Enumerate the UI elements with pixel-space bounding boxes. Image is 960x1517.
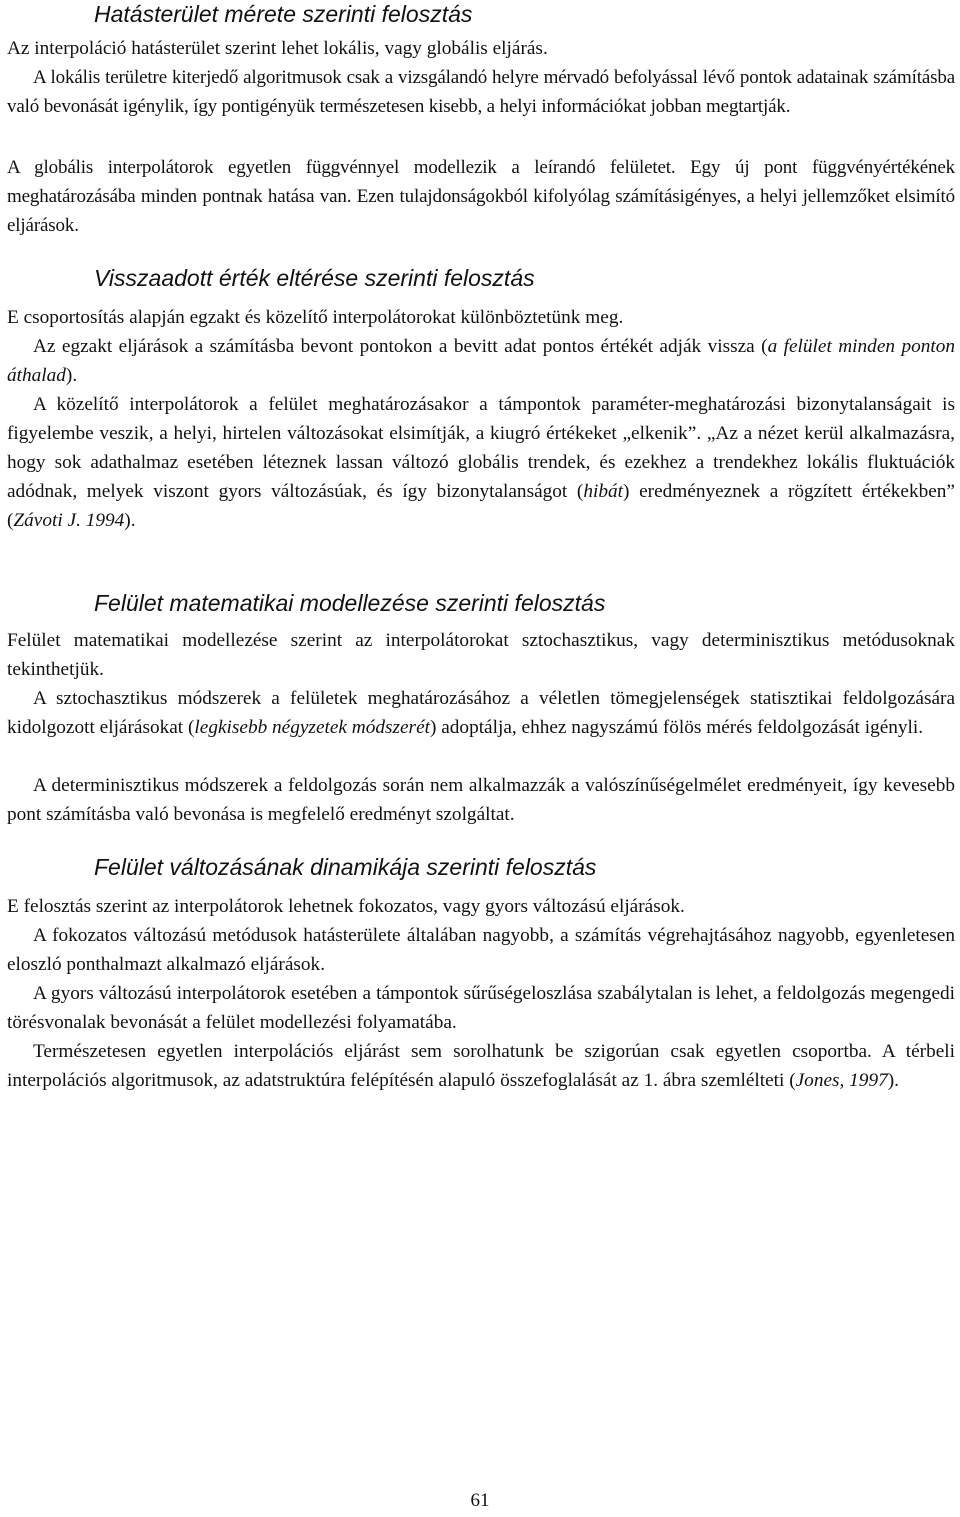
- section-heading-visszaadott-ertek: Visszaadott érték eltérése szerinti felosztás: [94, 265, 535, 291]
- text-run: A közelítő interpolátorok a felület meghatározásakor a támpontok paraméter-meghatározási bizonytalanságait is figyelembe veszik, a helyi, hirtelen változásokat elsimítják, a kiugró értékeket „elkenik”. „Az a nézet kerül alkalmazásra, hogy sok adathalmaz esetében léteznek lassan változó globális trendek, és ezekhez a trendekhez lokális fluktuációk adódnak, melyek viszont gyors változásúak, és így bizonytalanságot (: [7, 394, 955, 502]
- text-run: ).: [65, 365, 78, 386]
- text-run: ) eredményeznek a rögzített értékekben” (: [7, 481, 955, 531]
- paragraph: E csoportosítás alapján egzakt és közelítő interpolátorokat különböztetünk meg.: [7, 307, 624, 328]
- paragraph: A gyors változású interpolátorok esetében a támpontok sűrűségeloszlása szabálytalan is lehet, a feldolgozás megengedi törésvonalak bevonását a felület modellezési folyamatába.: [7, 983, 955, 1033]
- text-run: Az egzakt eljárások a számításba bevont pontokon a bevitt adat pontos értékét adják vissza (: [33, 336, 768, 357]
- paragraph: Felület matematikai modellezése szerint az interpolátorokat sztochasztikus, vagy determinisztikus metódusoknak tekinthetjük.: [7, 630, 955, 680]
- paragraph: A globális interpolátorok egyetlen függvénnyel modellezik a leírandó felületet. Egy új pont függvényértékének meghatározásába minden pontnak hatása van. Ezen tulajdonságokból kifolyólag számításigényes, a helyi jellemzőket elsimító eljárások.: [7, 157, 955, 236]
- paragraph: A fokozatos változású metódusok hatásterülete általában nagyobb, a számítás végrehajtásához nagyobb, egyenletesen eloszló ponthalmazt alkalmazó eljárások.: [7, 925, 955, 975]
- page-number: 61: [470, 1490, 490, 1511]
- text-run: Természetesen egyetlen interpolációs eljárást sem sorolhatunk be szigorúan csak egyetlen csoportba. A térbeli interpolációs algoritmusok, az adatstruktúra felépítésén alapuló összefoglalását az 1. ábra szemlélteti (: [7, 1041, 955, 1091]
- paragraph: E felosztás szerint az interpolátorok lehetnek fokozatos, vagy gyors változású eljárások.: [7, 896, 685, 917]
- citation: Závoti J. 1994: [13, 510, 125, 531]
- text-run: ).: [124, 510, 136, 531]
- paragraph: [7, 390, 955, 535]
- text-run: ) adoptálja, ehhez nagyszámú fölös mérés feldolgozását igényli.: [429, 717, 924, 738]
- text-run: A sztochasztikus módszerek a felületek meghatározásához a véletlen tömegjelenségek statisztikai feldolgozására kidolgozott eljárásokat (: [7, 688, 955, 738]
- italic-text: legkisebb négyzetek módszerét: [194, 717, 430, 738]
- italic-text: hibát: [583, 481, 623, 502]
- text-run: ).: [887, 1070, 899, 1091]
- paragraph: [7, 684, 955, 742]
- section-heading-valtozas-dinamikaja: Felület változásának dinamikája szerinti felosztás: [94, 854, 597, 880]
- paragraph: [7, 1037, 955, 1095]
- paragraph: Az interpoláció hatásterület szerint lehet lokális, vagy globális eljárás.: [7, 38, 548, 59]
- italic-text: a felület minden ponton áthalad: [7, 336, 956, 386]
- paragraph: A determinisztikus módszerek a feldolgozás során nem alkalmazzák a valószínűségelmélet eredményeit, így kevesebb pont számításba való bevonása is megfelelő eredményt szolgáltat.: [7, 775, 955, 825]
- section-heading-matematikai-modellezes: Felület matematikai modellezése szerinti felosztás: [94, 590, 606, 616]
- section-heading-hatasterulet: Hatásterület mérete szerinti felosztás: [94, 1, 473, 27]
- paragraph: A lokális területre kiterjedő algoritmusok csak a vizsgálandó helyre mérvadó befolyással lévő pontok adatainak számításba való bevonását igénylik, így pontigényük természetesen kisebb, a helyi információkat jobban megtartják.: [7, 67, 955, 117]
- paragraph: [7, 332, 955, 390]
- citation: Jones, 1997: [795, 1070, 888, 1091]
